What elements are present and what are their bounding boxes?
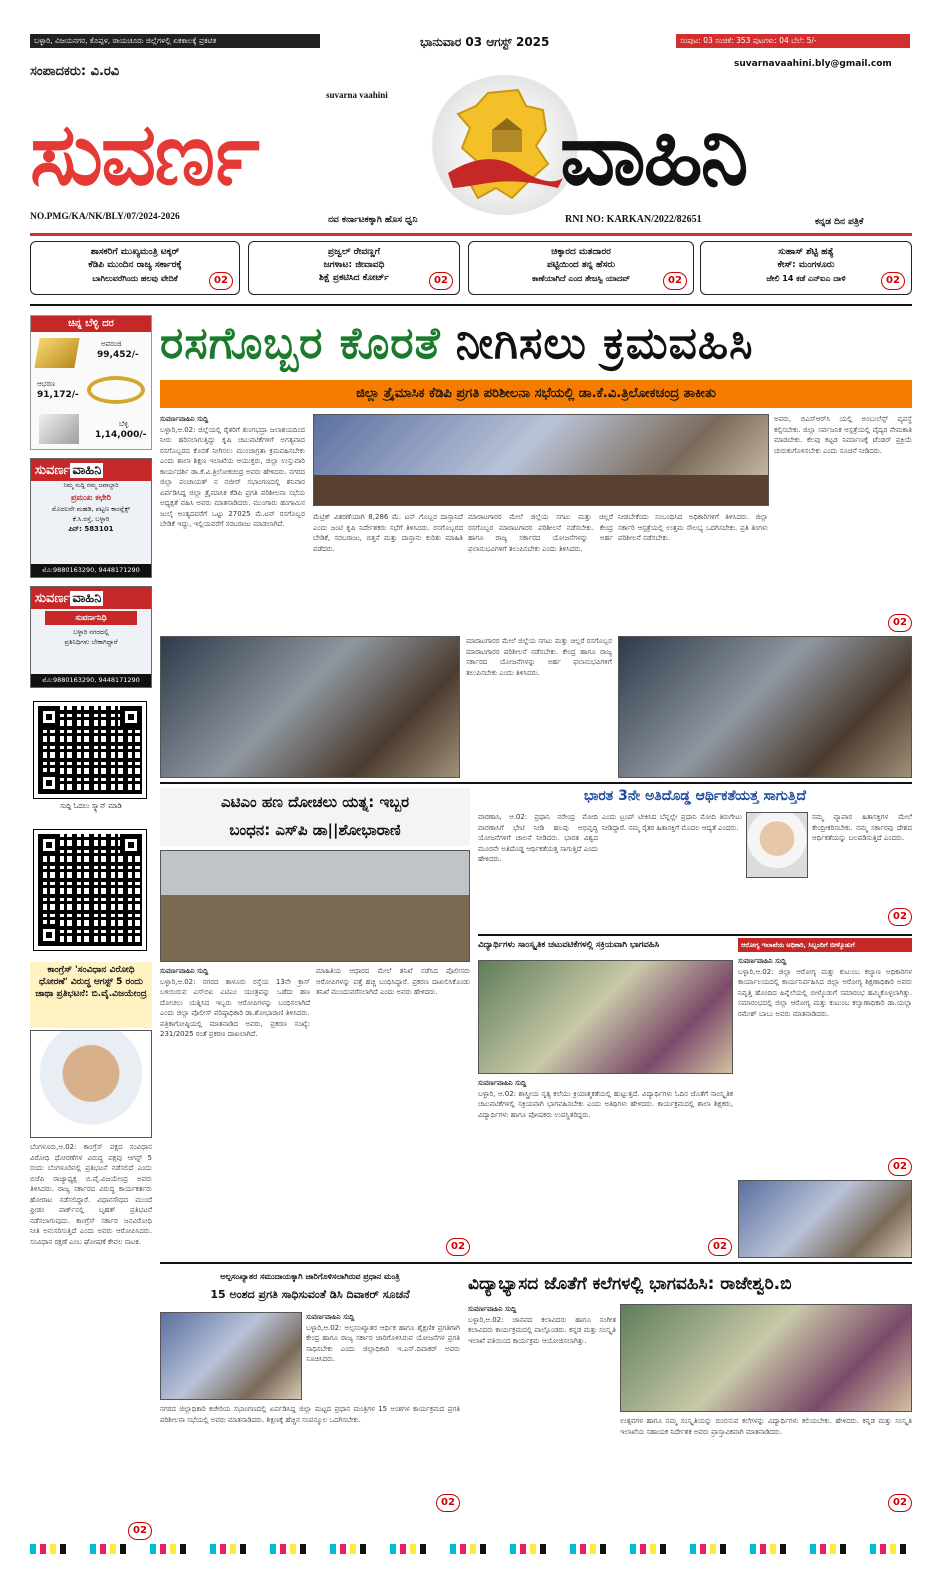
modi-photo bbox=[746, 812, 808, 878]
editor-name: ಸಂಪಾದಕರು: ವಿ.ರವಿ bbox=[30, 64, 120, 79]
education-photo bbox=[620, 1304, 912, 1412]
qr-code-2[interactable] bbox=[34, 830, 146, 950]
silver-label: ಬೆಳ್ಳಿ bbox=[119, 420, 129, 428]
email: suvarnavaahini.bly@gmail.com bbox=[734, 59, 892, 69]
body-text: ಬಳ್ಳಾರಿ,ಆ.02: ಜಿಲ್ಲೆಯಲ್ಲಿ ರೈತರಿಗೆ ತುಂಗಭದ್ರಾ ಜಲಾಶಯದಿಂದ ನೀರು ಹರಿಸಲಾಗುತ್ತಿದ್ದು ಕೃಷಿ ಚಟುವಟಿಕೆಗಳಿಗೆ ಅಗತ್ಯವಾದ ರಸಗೊಬ್ಬರದ ಕೊರತೆ ನೀಗಿಸಲು ಮುಂಜಾಗ್ರತಾ ಕ್ರಮವಹಿಸಬೇಕು ಎಂದು ಶಾಲಾ ಶಿಕ್ಷಣ ಇಲಾಖೆಯ ಆಯುಕ್ತರು, ಜಿಲ್ಲಾ ಉಸ್ತುವಾರಿ ಕಾರ್ಯದರ್ಶಿ ಡಾ.ಕೆ.ವಿ.ತ್ರಿಲೋಕಚಂದ್ರ ಅವರು ಹೇಳಿದರು. ನಗರದ ಜಿಲ್ಲಾ ಪಂಚಾಯತ್ ನ ನಜೀರ್ ಸಭಾಂಗಣದಲ್ಲಿ ಶನಿವಾರ ಏರ್ಪಡಿಸಿದ್ದ ಜಿಲ್ಲಾ ತ್ರೈಮಾಸಿಕ ಕೆಡಿಪಿ ಪ್ರಗತಿ ಪರಿಶೀಲನಾ ಸಭೆಯ ಅಧ್ಯಕ್ಷತೆ ವಹಿಸಿ ಅವರು ಮಾತನಾಡಿದರು. ಮುಂಗಾರು ಹಂಗಾಮಿನ ಜುಲೈ ಅಂತ್ಯದವರೆಗೆ ಒಟ್ಟು 27025 ಮೆ.ಟನ್ ರಸಗೊಬ್ಬರ ಬೇಡಿಕೆ ಇದ್ದು, ಇಲ್ಲಿಯವರೆಗೆ ಸರಬರಾಜು ಮಾಡಲಾಗಿದೆ. bbox=[160, 425, 305, 528]
karnataka-map-icon bbox=[448, 88, 563, 208]
lead-subhead: ಜಿಲ್ಲಾ ತ್ರೈಮಾಸಿಕ ಕೆಡಿಪಿ ಪ್ರಗತಿ ಪರಿಶೀಲನಾ ಸಭೆಯಲ್ಲಿ ಡಾ.ಕೆ.ವಿ.ತ್ರಿಲೋಕಚಂದ್ರ ತಾಕೀತು bbox=[160, 380, 912, 408]
minority-headline-line2: 15 ಅಂಶದ ಪ್ರಗತಿ ಸಾಧಿಸುವಂತೆ ಡಿಸಿ ದಿವಾಕರ್ ಸೂಚನೆ bbox=[210, 1288, 410, 1301]
teaser-line: ಶಿಕ್ಷೆ ಪ್ರಕಟಿಸಿದ ಕೋರ್ಟ್ bbox=[319, 273, 389, 283]
congress-body: ಬೆಂಗಳೂರು,ಆ.02: ಕಾಂಗ್ರೆಸ್ ಪಕ್ಷದ ಸಂವಿಧಾನ ವಿರೋಧಿ ಧೋರಣೆಗಳ ವಿರುದ್ಧ ಪಕ್ಷವು ಆಗಸ್ಟ್ 5 ರಂದು ಬೆಂಗಳೂರಿನಲ್ಲಿ ಪ್ರತಿಭಟನೆ ನಡೆಸಲಿದೆ ಎಂದು ಬಿಜೆಪಿ ರಾಜ್ಯಾಧ್ಯಕ್ಷ ಬಿ.ವೈ.ವಿಜಯೇಂದ್ರ ಅವರು ತಿಳಿಸಿದರು. ರಾಜ್ಯ ಸರ್ಕಾರದ ವಿರುದ್ಧ ಕಾರ್ಯಕರ್ತರು ಹೋರಾಟ ನಡೆಸಲಿದ್ದಾರೆ. ವಿಧಾನಸೌಧದ ಮುಂದೆ ಫ್ರೀಡಂ ಪಾರ್ಕ್‌ನಲ್ಲಿ ಬೃಹತ್ ಪ್ರತಿಭಟನೆ ನಡೆಸಲಾಗುವುದು. ಕಾಂಗ್ರೆಸ್ ಸರ್ಕಾರ ಜನವಿರೋಧಿ ನೀತಿ ಅನುಸರಿಸುತ್ತಿದೆ ಎಂದು ಅವರು ಆರೋಪಿಸಿದರು. ಸಂವಿಧಾನ ರಕ್ಷಣೆ ಎಂಬ ಘೋಷಣೆ ಕೇವಲ ನಾಟಕ. bbox=[30, 1143, 152, 1246]
body-text: ಬಳ್ಳಾರಿ,ಆ.02: ಜಾನಪದ ಕಲಾವಿದರು ಹಾಗೂ ಸಂಗೀತ ಕಲಾವಿದರು ಕಾರ್ಯಕ್ರಮದಲ್ಲಿ ಪಾಲ್ಗೊಂಡರು. ಕನ್ನಡ ಮತ್ತು ಸಂಸ್ಕೃತಿ ಇಲಾಖೆ ವತಿಯಿಂದ ಕಾರ್ಯಕ್ರಮ ಆಯೋಜಿಸಲಾಗಿತ್ತು. bbox=[468, 1315, 616, 1345]
masthead-reg-no: NO.PMG/KA/NK/BLY/07/2024-2026 bbox=[30, 212, 180, 222]
minority-headline-line1: ಅಲ್ಪಸಂಖ್ಯಾತರ ಸಮುದಾಯಕ್ಕಾಗಿ ಜಾರಿಗೊಳಿಸಲಾಗಿರುವ ಪ್ರಧಾನ ಮಂತ್ರಿ bbox=[220, 1272, 400, 1281]
ad-line: ಪ್ರತಿನಿಧಿಗಳು ಬೇಕಾಗಿದ್ದಾರೆ bbox=[64, 638, 118, 646]
atm-headline-line2: ಬಂಧನ: ಎಸ್‌ಪಿ ಡಾ||ಶೋಭಾರಾಣಿ bbox=[229, 821, 401, 839]
masthead-rule bbox=[30, 233, 912, 236]
page-ref-badge: 02 bbox=[128, 1522, 152, 1540]
congress-headline: ಕಾಂಗ್ರೆಸ್ 'ಸಂವಿಧಾನ ವಿರೋಧಿ ಧೋರಣೆ' ವಿರುದ್ಧ ಆಗಸ್ಟ್ 5 ರಂದು ಜಾಥಾ ಪ್ರತಿಭಟನೆ: ಬಿ.ವೈ.ವಿಜಯೇಂದ್ರ bbox=[30, 962, 152, 1028]
gold-rate-box bbox=[30, 315, 152, 450]
modi-col-2: ಎಂದು ಟ್ರಂಪ್ ಟೀಕಿಸಿದ ಬೆನ್ನಲ್ಲೇ ಪ್ರಧಾನಿ ಮೋದಿ ತಿರುಗೇಟು ನೀಡಿದ್ದಾರೆ. ನಮ್ಮ ರೈತರ ಹಿತಾಸಕ್ತಿಗೆ ಮೊದಲ ಆದ್ಯತೆ ಎಂದರು. bbox=[602, 813, 742, 832]
gold-rate-title: ಚಿನ್ನ ಬೆಳ್ಳಿ ದರ bbox=[31, 316, 151, 332]
ad-line: ಮೊದಲನೇ ಮಹಡಿ, ಪಟ್ಟಣ ಕಾಂಪ್ಲೆಕ್ಸ್ bbox=[51, 505, 131, 513]
ad-brand-right: ವಾಹಿನಿ bbox=[72, 591, 102, 606]
masthead-title-right: ವಾಹಿನಿ bbox=[560, 105, 747, 205]
gold-bar-icon bbox=[34, 338, 79, 368]
masthead-rni: RNI NO: KARKAN/2022/82651 bbox=[565, 214, 702, 225]
divider bbox=[160, 1262, 912, 1264]
office-ad-box bbox=[30, 458, 152, 578]
ad-brand-right: ವಾಹಿನಿ bbox=[72, 463, 102, 478]
teaser-line: ಶಾಸಕರಿಗೆ ಮುಖ್ಯಮಂತ್ರಿ ಟಕ್ಕರ್ bbox=[90, 247, 180, 257]
modi-col-3: ನಮ್ಮ ವ್ಯಾಪಾರ ಹಿತಾಸಕ್ತಿಗಳ ಮೇಲೆ ಕೇಂದ್ರೀಕರಿಸಬೇಕು. ನಮ್ಮ ಸರ್ಕಾರವು ದೇಶದ ಆರ್ಥಿಕತೆಯನ್ನು ಬಲಪಡಿಸುತ್ತಿದೆ ಎಂದರು. bbox=[812, 813, 912, 842]
lead-photo-audience-1 bbox=[160, 636, 460, 778]
page-ref-badge: 02 bbox=[888, 908, 912, 926]
gold-label-1: ಅಪರಂಜಿ bbox=[101, 340, 122, 348]
students-photo bbox=[478, 960, 733, 1074]
page-ref-badge: 02 bbox=[881, 272, 905, 290]
health-photo bbox=[738, 1180, 912, 1258]
ad-brand-left: ಸುವರ್ಣ bbox=[35, 463, 71, 478]
body-text: ಬಳ್ಳಾರಿ,ಆ.02: ಅಲ್ಪಸಂಖ್ಯಾತರ ಆರ್ಥಿಕ ಹಾಗೂ ಶೈಕ್ಷಣಿಕ ಪ್ರಗತಿಗಾಗಿ ಕೇಂದ್ರ ಹಾಗೂ ರಾಜ್ಯ ಸರ್ಕಾರ ಜಾರಿಗೊಳಿಸಿರುವ ಯೋಜನೆಗಳ ಪ್ರಗತಿ ಸಾಧಿಸಬೇಕು ಎಂದು ಜಿಲ್ಲಾಧಿಕಾರಿ ಇ.ಎಸ್.ದಿವಾಕರ್ ಅವರು ಸೂಚಿಸಿದರು. bbox=[306, 1323, 460, 1363]
teaser-line: ಪಟ್ಟಿಯಿಂದ ತನ್ನ ಹೆಸರು bbox=[546, 260, 616, 270]
divider bbox=[30, 304, 912, 306]
ad-brand-left: ಸುವರ್ಣ bbox=[35, 591, 71, 606]
gold-jewel-icon bbox=[87, 376, 145, 404]
lead-photo-meeting bbox=[313, 414, 769, 506]
silver-price: 1,14,000/- bbox=[95, 430, 147, 440]
qr-caption: ಸುದ್ದಿ ಓದಲು ಸ್ಕ್ಯಾನ್ ಮಾಡಿ bbox=[60, 802, 122, 810]
teaser-line: ಕೆಡಿಪಿ ಮುಂದಿನ ರಾಜ್ಯ ಸರ್ಕಾರಕ್ಕೆ bbox=[88, 260, 182, 270]
lead-col-6: ಮಾರಾಟಗಾರರ ಮೇಲೆ ಜಿಲ್ಲೆಯ ಸಗಟು ಮತ್ತು ಚಿಲ್ಲರೆ ರಸಗೊಬ್ಬರ ಮಾರಾಟಗಾರರ ಪರಿಶೀಲನೆ ನಡೆಸಬೇಕು. ಕೇಂದ್ರ ಹಾಗೂ ರಾಜ್ಯ ಸರ್ಕಾರದ ಯೋಜನೆಗಳನ್ನು ಅರ್ಹ ಫಲಾನುಭವಿಗಳಿಗೆ ತಲುಪಿಸಬೇಕು ಎಂದು ತಿಳಿಸಿದರು. bbox=[466, 637, 612, 677]
lead-col-4: ನೀಡಬೇಕೆಂದು ಸಂಬಂಧಿಸಿದ ಅಧಿಕಾರಿಗಳಿಗೆ ತಿಳಿಸಿದರು. ಜಿಲ್ಲಾ ಸರ್ಕಾರಿ ಆಸ್ಪತ್ರೆಯಲ್ಲಿ ಉತ್ತಮ ಸೌಲಭ್ಯ ಒದಗಿಸಬೇಕು. ಪ್ರತಿ ತಿಂಗಳು ಪರಿಶೀಲನೆ ನಡೆಸಬೇಕು. bbox=[618, 513, 768, 542]
lead-col-2: ಮೆಟ್ರಿಕ್ ವಿತರಣೆಯಾಗಿ 8,286 ಮೆ. ಟನ್ ಗೊಬ್ಬರ ದಾಸ್ತಾನಿದೆ ಎಂದು ಜಂಟಿ ಕೃಷಿ ನಿರ್ದೇಶಕರು ಸಭೆಗೆ ತಿಳಿಸಿದರು. ರಸಗೊಬ್ಬರದ ಬೇಡಿಕೆ, ಸರಬರಾಜು, ಬಿತ್ತನೆ ಮತ್ತು ದಾಸ್ತಾನು ಕುರಿತು ಮಾಹಿತಿ ಪಡೆದರು. bbox=[313, 513, 463, 553]
page-ref-badge: 02 bbox=[436, 1494, 460, 1512]
masthead-paper-type: ಕನ್ನಡ ದಿನ ಪತ್ರಿಕೆ bbox=[815, 217, 864, 227]
body-text: ಬಳ್ಳಾರಿ,ಆ.02: ನಗರದ ತಾಳೂರು ರಸ್ತೆಯ 13ನೇ ಕ್ರಾಸ್ ಬಳಿಯಿರುವ ಎಸ್‌ಬಿಐ ಎಟಿಎಂ ಯಂತ್ರವನ್ನು ಒಡೆದು ಹಣ ದೋಚಲು ಯತ್ನಿಸಿದ ಇಬ್ಬರು ಆರೋಪಿಗಳನ್ನು ಬಂಧಿಸಲಾಗಿದೆ ಎಂದು ಜಿಲ್ಲಾ ಪೊಲೀಸ್ ವರಿಷ್ಠಾಧಿಕಾರಿ ಡಾ.ಶೋಭಾರಾಣಿ ತಿಳಿಸಿದರು. bbox=[160, 977, 310, 1017]
page-ref-badge: 02 bbox=[663, 272, 687, 290]
lead-col-3: ಮಾರಾಟಗಾರರ ಮೇಲೆ ಜಿಲ್ಲೆಯ ಸಗಟು ಮತ್ತು ಚಿಲ್ಲರೆ ರಸಗೊಬ್ಬರ ಮಾರಾಟಗಾರರ ಪರಿಶೀಲನೆ ನಡೆಸಬೇಕು. ಕೇಂದ್ರ ಹಾಗೂ ರಾಜ್ಯ ಸರ್ಕಾರದ ಯೋಜನೆಗಳನ್ನು ಅರ್ಹ ಫಲಾನುಭವಿಗಳಿಗೆ ತಲುಪಿಸಬೇಕು ಎಂದು ತಿಳಿಸಿದರು. bbox=[468, 513, 613, 553]
vijayendra-photo bbox=[30, 1030, 152, 1138]
minority-headline bbox=[160, 1268, 460, 1308]
ad-line: ಬಳ್ಳಾರಿ ನಗರದಲ್ಲಿ bbox=[73, 628, 109, 636]
page-ref-badge: 02 bbox=[446, 1238, 470, 1256]
health-body bbox=[738, 956, 912, 1176]
lead-headline-black: ನೀಗಿಸಲು ಕ್ರಮವಹಿಸಿ bbox=[455, 318, 754, 369]
top-left-banner: ಬಳ್ಳಾರಿ, ವಿಜಯನಗರ, ಕೊಪ್ಪಳ, ರಾಯಚೂರು ಜಿಲ್ಲೆಗಳಲ್ಲಿ ಏಕಕಾಲಕ್ಕೆ ಪ್ರಕಟಿತ bbox=[30, 34, 320, 48]
page-ref-badge: 02 bbox=[209, 272, 233, 290]
ad-line: ಪಿನ್: 583101 bbox=[68, 525, 114, 533]
divider bbox=[478, 934, 912, 936]
masthead-title-left: ಸುವರ್ಣ bbox=[30, 105, 258, 205]
students-headline: ವಿದ್ಯಾರ್ಥಿಗಳು ಸಾಂಸ್ಕೃತಿಕ ಚಟುವಟಿಕೆಗಳಲ್ಲಿ ಸಕ್ರಿಯವಾಗಿ ಭಾಗವಹಿಸಿ bbox=[478, 940, 660, 950]
minority-col-1 bbox=[306, 1312, 460, 1400]
page-ref-badge: 02 bbox=[888, 614, 912, 632]
ad-phone: ಮೊ:9880163290, 9448171290 bbox=[31, 674, 151, 687]
ad-line: ಕೆ.ಸಿ.ರಸ್ತೆ, ಬಳ್ಳಾರಿ bbox=[72, 515, 110, 523]
education-col-2: ಉತ್ಸವಗಳ ಹಾಗೂ ನಮ್ಮ ಸಂಸ್ಕೃತಿಯನ್ನು ಬಿಂಬಿಸುವ ಕಲೆಗಳನ್ನು ವಿದ್ಯಾರ್ಥಿಗಳು ಕಲಿಯಬೇಕು. ಹೇಳಿದರು. ಕನ್ನಡ ಮತ್ತು ಸಂಸ್ಕೃತಿ ಇಲಾಖೆಯ ಸಹಾಯಕ ನಿರ್ದೇಶಕ ಅವರು ಪ್ರಾಸ್ತಾವಿಕವಾಗಿ ಮಾತನಾಡಿದರು. bbox=[620, 1417, 912, 1436]
lead-headline bbox=[160, 312, 912, 376]
body-text: ಪತ್ರಿಕಾಗೋಷ್ಠಿಯಲ್ಲಿ ಮಾತನಾಡಿದ ಅವರು, ಪ್ರಕರಣ ಸಂಖ್ಯೆ: 231/2025 ರಂತೆ ಪ್ರಕರಣ ದಾಖಲಾಗಿದೆ. bbox=[160, 1019, 310, 1038]
ad-line: ನಿಮ್ಮ ಸುದ್ದಿ ನಮ್ಮ ಜವಾಬ್ದಾರಿ bbox=[63, 482, 119, 489]
ad-line: ಪ್ರಮುಖ ಕಛೇರಿ bbox=[71, 493, 111, 502]
body-text: ಬಳ್ಳಾರಿ,ಆ.02: ಜಿಲ್ಲಾ ಆರೋಗ್ಯ ಮತ್ತು ಕುಟುಂಬ ಕಲ್ಯಾಣ ಅಧಿಕಾರಿಗಳ ಕಾರ್ಯಾಲಯದಲ್ಲಿ ಕಾರ್ಯನಿರ್ವಹಿಸಿದ ಜಿಲ್ಲಾ ಆರೋಗ್ಯ ಶಿಕ್ಷಣಾಧಿಕಾರಿ ಅವರು ನಿವೃತ್ತಿ ಹೊಂದಿದ ಹಿನ್ನೆಲೆಯಲ್ಲಿ ಬೀಳ್ಕೊಡುಗೆ ಸಮಾರಂಭ ಹಮ್ಮಿಕೊಳ್ಳಲಾಗಿತ್ತು. ಸಮಾರಂಭದಲ್ಲಿ ಜಿಲ್ಲಾ ಆರೋಗ್ಯ ಮತ್ತು ಕುಟುಂಬ ಕಲ್ಯಾಣಾಧಿಕಾರಿ ಡಾ.ಯಲ್ಲಾ ರಮೇಶ್ ಬಾಬು ಅವರು ಮಾತನಾಡಿದರು. bbox=[738, 967, 912, 1018]
minority-photo bbox=[160, 1312, 302, 1400]
education-col-1 bbox=[468, 1304, 616, 1510]
teaser-3[interactable] bbox=[468, 241, 694, 295]
ad-brand bbox=[31, 459, 151, 481]
page-ref-badge: 02 bbox=[888, 1494, 912, 1512]
dateline: ಸುವರ್ಣವಾಹಿನಿ ಸುದ್ದಿ bbox=[160, 415, 209, 423]
lead-photo-audience-2 bbox=[618, 636, 912, 778]
issue-info: ಸಂಪುಟ: 03 ಸಂಚಿಕೆ: 353 ಪುಟಗಳು: 04 ಬೆಲೆ: 5/- bbox=[676, 34, 910, 48]
teaser-line: ಸುಹಾಸ್ ಶೆಟ್ಟಿ ಹತ್ಯೆ bbox=[778, 247, 834, 257]
divider bbox=[160, 782, 912, 784]
ad-line: ಸುವರ್ಣನಿಧಿ bbox=[45, 611, 137, 625]
teaser-line: ಚಿಕ್ಕಾರದ ಮತದಾರರ bbox=[551, 247, 611, 257]
issue-date: ಭಾನುವಾರ 03 ಆಗಸ್ಟ್ 2025 bbox=[420, 35, 550, 49]
atm-col-2: ಮಾಹಿತಿಯ ಆಧಾರದ ಮೇಲೆ ತನಿಖೆ ನಡೆಸಿದ ಪೊಲೀಸರು ಆರೋಪಿಗಳನ್ನು ಪತ್ತೆ ಹಚ್ಚಿ ಬಂಧಿಸಿದ್ದಾರೆ. ಪ್ರಕರಣ ದಾಖಲಿಸಿಕೊಂಡು ತನಿಖೆ ಮುಂದುವರೆಸಲಾಗಿದೆ ಎಂದು ಅವರು ಹೇಳಿದರು. bbox=[316, 967, 470, 996]
dateline: ಸುವರ್ಣವಾಹಿನಿ ಸುದ್ದಿ bbox=[160, 967, 209, 975]
teaser-line: ಕೇಸ್: ಮಂಗಳೂರು bbox=[777, 260, 835, 270]
dateline: ಸುವರ್ಣವಾಹಿನಿ ಸುದ್ದಿ bbox=[738, 957, 787, 965]
body-text: ಬಳ್ಳಾರಿ, ಆ.02: ಶಾಸ್ತ್ರೀಯ ನೃತ್ಯ ಕಲೆಯು ಕ್ರಿಯಾತ್ಮಕತೆಯಲ್ಲಿ ಹುಟ್ಟುತ್ತದೆ. ವಿದ್ಯಾರ್ಥಿಗಳು ಓದಿನ ಜೊತೆಗೆ ಸಾಂಸ್ಕೃತಿಕ ಚಟುವಟಿಕೆಗಳಲ್ಲಿ ಸಕ್ರಿಯವಾಗಿ ಭಾಗವಹಿಸಬೇಕು ಎಂದು ಅತಿಥಿಗಳು ಹೇಳಿದರು. ಕಾರ್ಯಕ್ರಮದಲ್ಲಿ ಶಾಲಾ ಶಿಕ್ಷಕರು, ವಿದ್ಯಾರ್ಥಿಗಳು ಹಾಗೂ ಪೋಷಕರು ಉಪಸ್ಥಿತರಿದ್ದರು. bbox=[478, 1089, 733, 1119]
modi-col-1: ವಾರಣಾಸಿ, ಆ.02: ಪ್ರಧಾನಿ ನರೇಂದ್ರ ಮೋದಿ ವಾರಣಾಸಿಗೆ ಭೇಟಿ ನೀಡಿ ಹಲವು ಅಭಿವೃದ್ಧಿ ಯೋಜನೆಗಳಿಗೆ ಚಾಲನೆ ನೀಡಿದರು. ಭಾರತ ವಿಶ್ವದ ಮೂರನೇ ಅತಿದೊಡ್ಡ ಆರ್ಥಿಕತೆಯತ್ತ ಸಾಗುತ್ತಿದೆ ಎಂದು ಹೇಳಿದರು. bbox=[478, 813, 598, 863]
ad-brand bbox=[31, 587, 151, 609]
atm-headline bbox=[160, 788, 470, 846]
masthead-small-brand: suvarna vaahini bbox=[326, 90, 388, 100]
minority-col-2: ನಗರದ ಜಿಲ್ಲಾಧಿಕಾರಿ ಕಚೇರಿಯ ಸಭಾಂಗಣದಲ್ಲಿ ಏರ್ಪಡಿಸಿದ್ದ ಜಿಲ್ಲಾ ಮಟ್ಟದ ಪ್ರಧಾನ ಮಂತ್ರಿಗಳ 15 ಅಂಶಗಳ ಕಾರ್ಯಕ್ರಮದ ಪ್ರಗತಿ ಪರಿಶೀಲನಾ ಸಭೆಯಲ್ಲಿ ಅವರು ಮಾತನಾಡಿದರು. ಶಿಕ್ಷಣಕ್ಕೆ ಹೆಚ್ಚಿನ ಸಂಪನ್ಮೂಲ ಒದಗಿಸಬೇಕು. bbox=[160, 1405, 460, 1424]
teaser-line: ಪ್ರಜ್ವಲ್ ರೇವಣ್ಣಗೆ bbox=[327, 247, 381, 257]
gold-price-1: 99,452/- bbox=[97, 350, 139, 360]
dateline: ಸುವರ್ಣವಾಹಿನಿ ಸುದ್ದಿ bbox=[478, 1079, 527, 1087]
students-body bbox=[478, 1078, 733, 1256]
dateline: ಸುವರ್ಣವಾಹಿನಿ ಸುದ್ದಿ bbox=[306, 1313, 355, 1321]
qr-code-1[interactable] bbox=[34, 702, 146, 798]
teaser-line: ಜೇಲಿ 14 ಕಡೆ ಎನ್‌ಐಎ ದಾಳಿ bbox=[766, 274, 846, 283]
teaser-line: ಕಾಣೆಯಾಗಿದೆ ಎಂದ ತೇಜಸ್ವಿ ಯಾದವ್ bbox=[532, 274, 630, 283]
atm-col-1 bbox=[160, 966, 310, 1258]
teaser-line: ಜಗಳಾಟ: ಜೀವಾವಧಿ bbox=[323, 260, 385, 270]
atm-press-photo bbox=[160, 850, 470, 962]
lead-col-5: ಅವರು, ಬಿಎಸ್‌ಆರ್‌ಸಿ ಯಲ್ಲಿ ಅಂಬುಲೆನ್ಸ್ ವ್ಯವಸ್ಥೆ ಕಲ್ಪಿಸಬೇಕು. ಜಿಲ್ಲಾ ಸರ್ವಜನಿಕ ಆಸ್ಪತ್ರೆಯಲ್ಲಿ ವೈದ್ಯರ ನೇಮಕಾತಿ ಮಾಡಬೇಕು. ಕೆಲವು ಕಟ್ಟಡ ನಿರ್ಮಾಣಕ್ಕೆ ಟೆಂಡರ್ ಪ್ರಕ್ರಿಯೆ ಚುರುಕುಗೊಳಿಸಬೇಕು ಎಂದು ಸೂಚನೆ ನೀಡಿದರು. bbox=[774, 415, 912, 455]
teaser-4[interactable] bbox=[700, 241, 912, 295]
print-color-marks bbox=[30, 1544, 912, 1554]
teaser-line: ಬಾಗಿಲುವರೆಗಿಂದು ಹಲವು ವೇದಿಕೆ bbox=[92, 274, 178, 283]
education-headline: ವಿದ್ಯಾಭ್ಯಾಸದ ಜೊತೆಗೆ ಕಲೆಗಳಲ್ಲಿ ಭಾಗವಹಿಸಿ: ರಾಜೇಶ್ವರಿ.ಬಿ bbox=[468, 1274, 792, 1294]
gold-label-2: ಆಭರಣ bbox=[37, 380, 56, 388]
dateline: ಸುವರ್ಣವಾಹಿನಿ ಸುದ್ದಿ bbox=[468, 1305, 517, 1313]
masthead-tagline: ನವ ಕರ್ನಾಟಕಕ್ಕಾಗಿ ಹೊಸ ಧ್ವನಿ bbox=[328, 215, 418, 225]
modi-headline: ಭಾರತ 3ನೇ ಅತಿದೊಡ್ಡ ಆರ್ಥಿಕತೆಯತ್ತ ಸಾಗುತ್ತಿದೆ bbox=[583, 788, 807, 804]
ad-phone: ಮೊ:9880163290, 9448171290 bbox=[31, 564, 151, 577]
silver-bar-icon bbox=[39, 414, 79, 444]
teaser-1[interactable] bbox=[30, 241, 240, 295]
recruit-ad-box bbox=[30, 586, 152, 688]
gold-price-2: 91,172/- bbox=[37, 390, 79, 400]
atm-headline-line1: ಎಟಿಎಂ ಹಣ ದೋಚಲು ಯತ್ನ: ಇಬ್ಬರ bbox=[220, 793, 410, 811]
lead-headline-green: ರಸಗೊಬ್ಬರ ಕೊರತೆ bbox=[160, 318, 441, 369]
page-ref-badge: 02 bbox=[708, 1238, 732, 1256]
page-ref-badge: 02 bbox=[429, 272, 453, 290]
teaser-2[interactable] bbox=[248, 241, 460, 295]
health-headline: ಆರೋಗ್ಯ ಇಲಾಖೆಯ ಅಧಿಕಾರಿ, ಸಿಬ್ಬಂದಿಗೆ ಬೀಳ್ಕೊಡುಗೆ bbox=[738, 938, 912, 952]
page-ref-badge: 02 bbox=[888, 1158, 912, 1176]
